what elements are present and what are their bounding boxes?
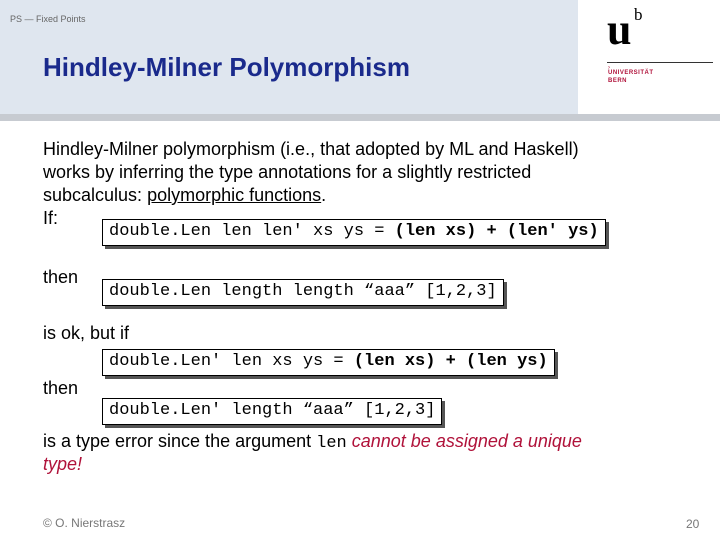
university-logo-b: b [634,5,643,24]
logo-mark: › [608,65,610,71]
university-logo-u: u [607,5,632,54]
page-number: 20 [686,517,700,531]
logo-area [578,0,720,114]
university-name-line2: BERN [608,78,628,84]
if-label: If: [43,208,59,228]
intro-line-3 [43,184,326,207]
intro-line-2: works by inferring the type annotations for a slightly restricted [43,162,532,182]
intro-line-1: Hindley-Milner polymorphism (i.e., that adopted by ML and Haskell) [43,139,579,159]
university-name [608,69,654,85]
error-line-1 [43,430,582,455]
copyright: © O. Nierstrasz [43,516,126,530]
code-box-double-len-prime-call [102,398,442,425]
then-label-1: then [43,267,79,287]
code-box-double-len-call [102,279,504,306]
course-label: PS — Fixed Points [10,14,86,24]
polymorphic-functions-link[interactable]: polymorphic functions [147,185,322,205]
intro-line-3-prefix: subcalculus: [43,185,148,205]
intro-line-3-suffix: . [321,185,327,205]
error-suffix-1: cannot be assigned a unique [346,431,582,451]
code4-text: double.Len' length “aaa” [1,2,3] [109,401,436,420]
code1-normal: double.Len len len' xs ys = [109,222,395,241]
logo-divider [607,62,713,63]
code3-normal: double.Len' len xs ys = [109,352,354,371]
header-rule [0,114,720,121]
university-name-line1: UNIVERSITÄT [608,70,654,76]
error-prefix: is a type error since the argument [43,431,317,451]
ok-text: is ok, but if [43,323,130,343]
code1-bold: (len xs) + (len' ys) [394,222,599,241]
code-box-double-len [102,219,606,246]
then-label-2: then [43,378,79,398]
code2-text: double.Len length length “aaa” [1,2,3] [109,282,497,301]
error-line-2: type! [43,454,83,474]
code3-bold: (len xs) + (len ys) [353,352,548,371]
slide-title: Hindley-Milner Polymorphism [43,52,410,82]
code-box-double-len-prime [102,349,555,376]
error-code: len [316,434,347,453]
